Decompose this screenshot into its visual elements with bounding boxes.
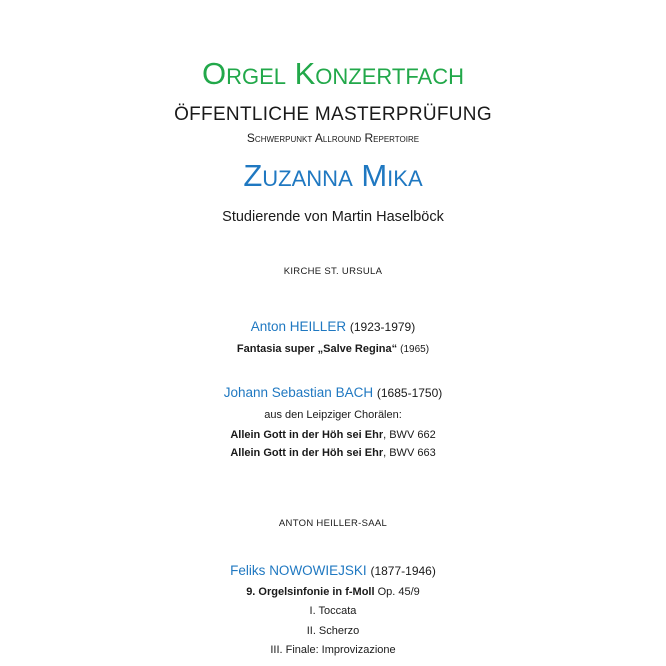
program-title: Orgel Konzertfach: [201, 56, 465, 91]
movement-1: I. Toccata: [309, 605, 357, 617]
work-title: 9. Orgelsinfonie in f-Moll: [246, 586, 375, 598]
performer-name: Zuzanna Mika: [243, 158, 423, 193]
movement-3: III. Finale: Improvizazione: [270, 644, 396, 656]
composer-bach: [0, 383, 666, 403]
work-catalog: , BWV 662: [383, 429, 436, 441]
work-nowowiejski: [0, 584, 666, 600]
work-heiller: [0, 341, 666, 358]
work-title: Allein Gott in der Höh sei Ehr: [230, 447, 384, 459]
work-bach-662: [0, 427, 666, 443]
work-title: Fantasia super „Salve Regina“: [236, 343, 398, 355]
composer-last-name: NOWOWIEJSKI: [269, 563, 367, 578]
exam-type: ÖFFENTLICHE MASTERPRÜFUNG: [174, 104, 492, 125]
movement-2: II. Scherzo: [306, 625, 360, 637]
focus-line: Schwerpunkt Allround Repertoire: [246, 131, 420, 145]
composer-last-name: BACH: [335, 385, 374, 400]
composer-first-name: Anton: [250, 319, 287, 334]
venue-second: ANTON HEILLER-SAAL: [278, 518, 388, 529]
composer-dates: (1877-1946): [370, 564, 436, 578]
composer-first-name: Feliks: [230, 563, 266, 578]
composer-last-name: HEILLER: [289, 319, 347, 334]
work-year: (1965): [400, 344, 430, 355]
venue-first: KIRCHE ST. URSULA: [283, 266, 383, 277]
composer-dates: (1923-1979): [349, 320, 416, 334]
teacher-line: Studierende von Martin Haselböck: [222, 209, 444, 225]
work-title: Allein Gott in der Höh sei Ehr: [230, 429, 384, 441]
composer-nowowiejski: [0, 561, 666, 581]
composer-first-name: Johann Sebastian: [223, 385, 332, 400]
work-opus: Op. 45/9: [374, 586, 420, 598]
work-catalog: , BWV 663: [383, 447, 436, 459]
composer-dates: (1685-1750): [376, 386, 443, 400]
work-collection: aus den Leipziger Chorälen:: [264, 409, 402, 421]
composer-heiller: [0, 317, 666, 337]
work-bach-663: [0, 445, 666, 461]
